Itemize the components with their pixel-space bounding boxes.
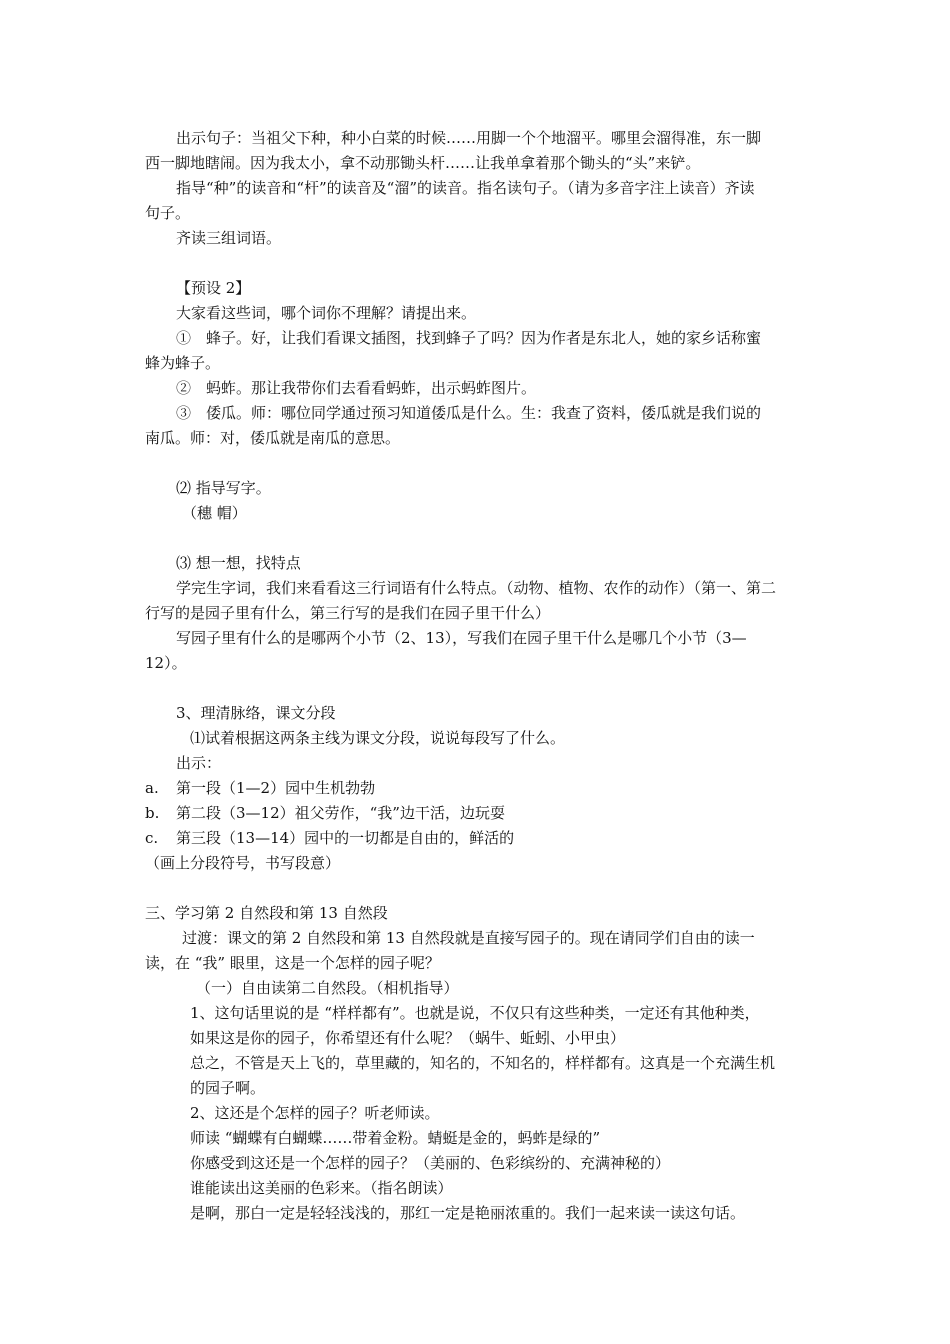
paragraph-line: 齐读三组词语。 <box>176 229 282 247</box>
paragraph-line: 谁能读出这美丽的色彩来。（指名朗读） <box>190 1179 453 1197</box>
paragraph-line: 句子。 <box>145 204 191 222</box>
list-item: ③ 倭瓜。师：哪位同学通过预习知道倭瓜是什么。生：我查了资料，倭瓜就是我们说的 <box>176 404 762 422</box>
paragraph-line: 大家看这些词，哪个词你不理解？请提出来。 <box>176 304 477 322</box>
paragraph-line: ⑴试着根据这两条主线为课文分段，说说每段写了什么。 <box>190 729 566 747</box>
paragraph-line: （穗 帽） <box>182 504 247 522</box>
paragraph-line: 是啊，那白一定是轻轻浅浅的，那红一定是艳丽浓重的。我们一起来读一读这句话。 <box>190 1204 746 1222</box>
section-heading: ⑵ 指导写字。 <box>176 479 271 497</box>
list-marker: a. <box>145 779 159 797</box>
paragraph-line: 蜂为蜂子。 <box>145 354 221 372</box>
paragraph-line: 过渡：课文的第 2 自然段和第 13 自然段就是直接写园子的。现在请同学们自由的读一 <box>182 929 755 947</box>
paragraph-line: 2、这还是个怎样的园子？听老师读。 <box>190 1104 440 1122</box>
section-heading: ⑶ 想一想，找特点 <box>176 554 301 572</box>
paragraph-line: 读，在 “我” 眼里，这是一个怎样的园子呢？ <box>145 954 440 972</box>
paragraph-line: 出示句子：当祖父下种，种小白菜的时候……用脚一个个地溜平。哪里会溜得准，东一脚 <box>176 129 762 147</box>
list-item: ② 蚂蚱。那让我带你们去看看蚂蚱，出示蚂蚱图片。 <box>176 379 537 397</box>
paragraph-line: 如果这是你的园子，你希望还有什么呢？（蜗牛、蚯蚓、小甲虫） <box>190 1029 626 1047</box>
paragraph-line: 指导“种”的读音和“杆”的读音及“溜”的读音。指名读句子。（请为多音字注上读音）齐读 <box>176 179 755 197</box>
paragraph-line: 总之，不管是天上飞的，草里藏的，知名的，不知名的，样样都有。这真是一个充满生机 <box>190 1054 776 1072</box>
paragraph-line: 行写的是园子里有什么，第三行写的是我们在园子里干什么） <box>145 604 551 622</box>
paragraph-line: 西一脚地瞎闹。因为我太小，拿不动那锄头杆……让我单拿着那个锄头的“头”来铲。 <box>145 154 701 172</box>
section-heading: 3、理清脉络，课文分段 <box>176 704 336 722</box>
paragraph-line: 学完生字词，我们来看看这三行词语有什么特点。（动物、植物、农作的动作）（第一、第二 <box>176 579 777 597</box>
list-item: ① 蜂子。好，让我们看课文插图，找到蜂子了吗？因为作者是东北人，她的家乡话称蜜 <box>176 329 762 347</box>
paragraph-line: 你感受到这还是一个怎样的园子？（美丽的、色彩缤纷的、充满神秘的） <box>190 1154 671 1172</box>
section-heading: 三、学习第 2 自然段和第 13 自然段 <box>145 904 388 922</box>
list-item: 第二段（3—12）祖父劳作，“我”边干活，边玩耍 <box>176 804 505 822</box>
paragraph-line: （画上分段符号，书写段意） <box>145 854 341 872</box>
paragraph-line: 1、这句话里说的是 “样样都有”。也就是说，不仅只有这些种类，一定还有其他种类， <box>190 1004 760 1022</box>
list-item: 第三段（13—14）园中的一切都是自由的，鲜活的 <box>176 829 515 847</box>
list-marker: c. <box>145 829 159 847</box>
paragraph-line: 出示： <box>176 754 222 772</box>
paragraph-line: 的园子啊。 <box>190 1079 266 1097</box>
paragraph-line: 南瓜。师：对，倭瓜就是南瓜的意思。 <box>145 429 401 447</box>
paragraph-line: 师读 “蝴蝶有白蝴蝶……带着金粉。蜻蜓是金的，蚂蚱是绿的” <box>190 1129 601 1147</box>
paragraph-line: 写园子里有什么的是哪两个小节（2、13），写我们在园子里干什么是哪几个小节（3— <box>176 629 747 647</box>
paragraph-line: （一）自由读第二自然段。（相机指导） <box>196 979 459 997</box>
list-marker: b. <box>145 804 160 822</box>
list-item: 第一段（1—2）园中生机勃勃 <box>176 779 376 797</box>
paragraph-line: 12）。 <box>145 654 187 672</box>
section-heading: 【预设 2】 <box>176 279 251 297</box>
